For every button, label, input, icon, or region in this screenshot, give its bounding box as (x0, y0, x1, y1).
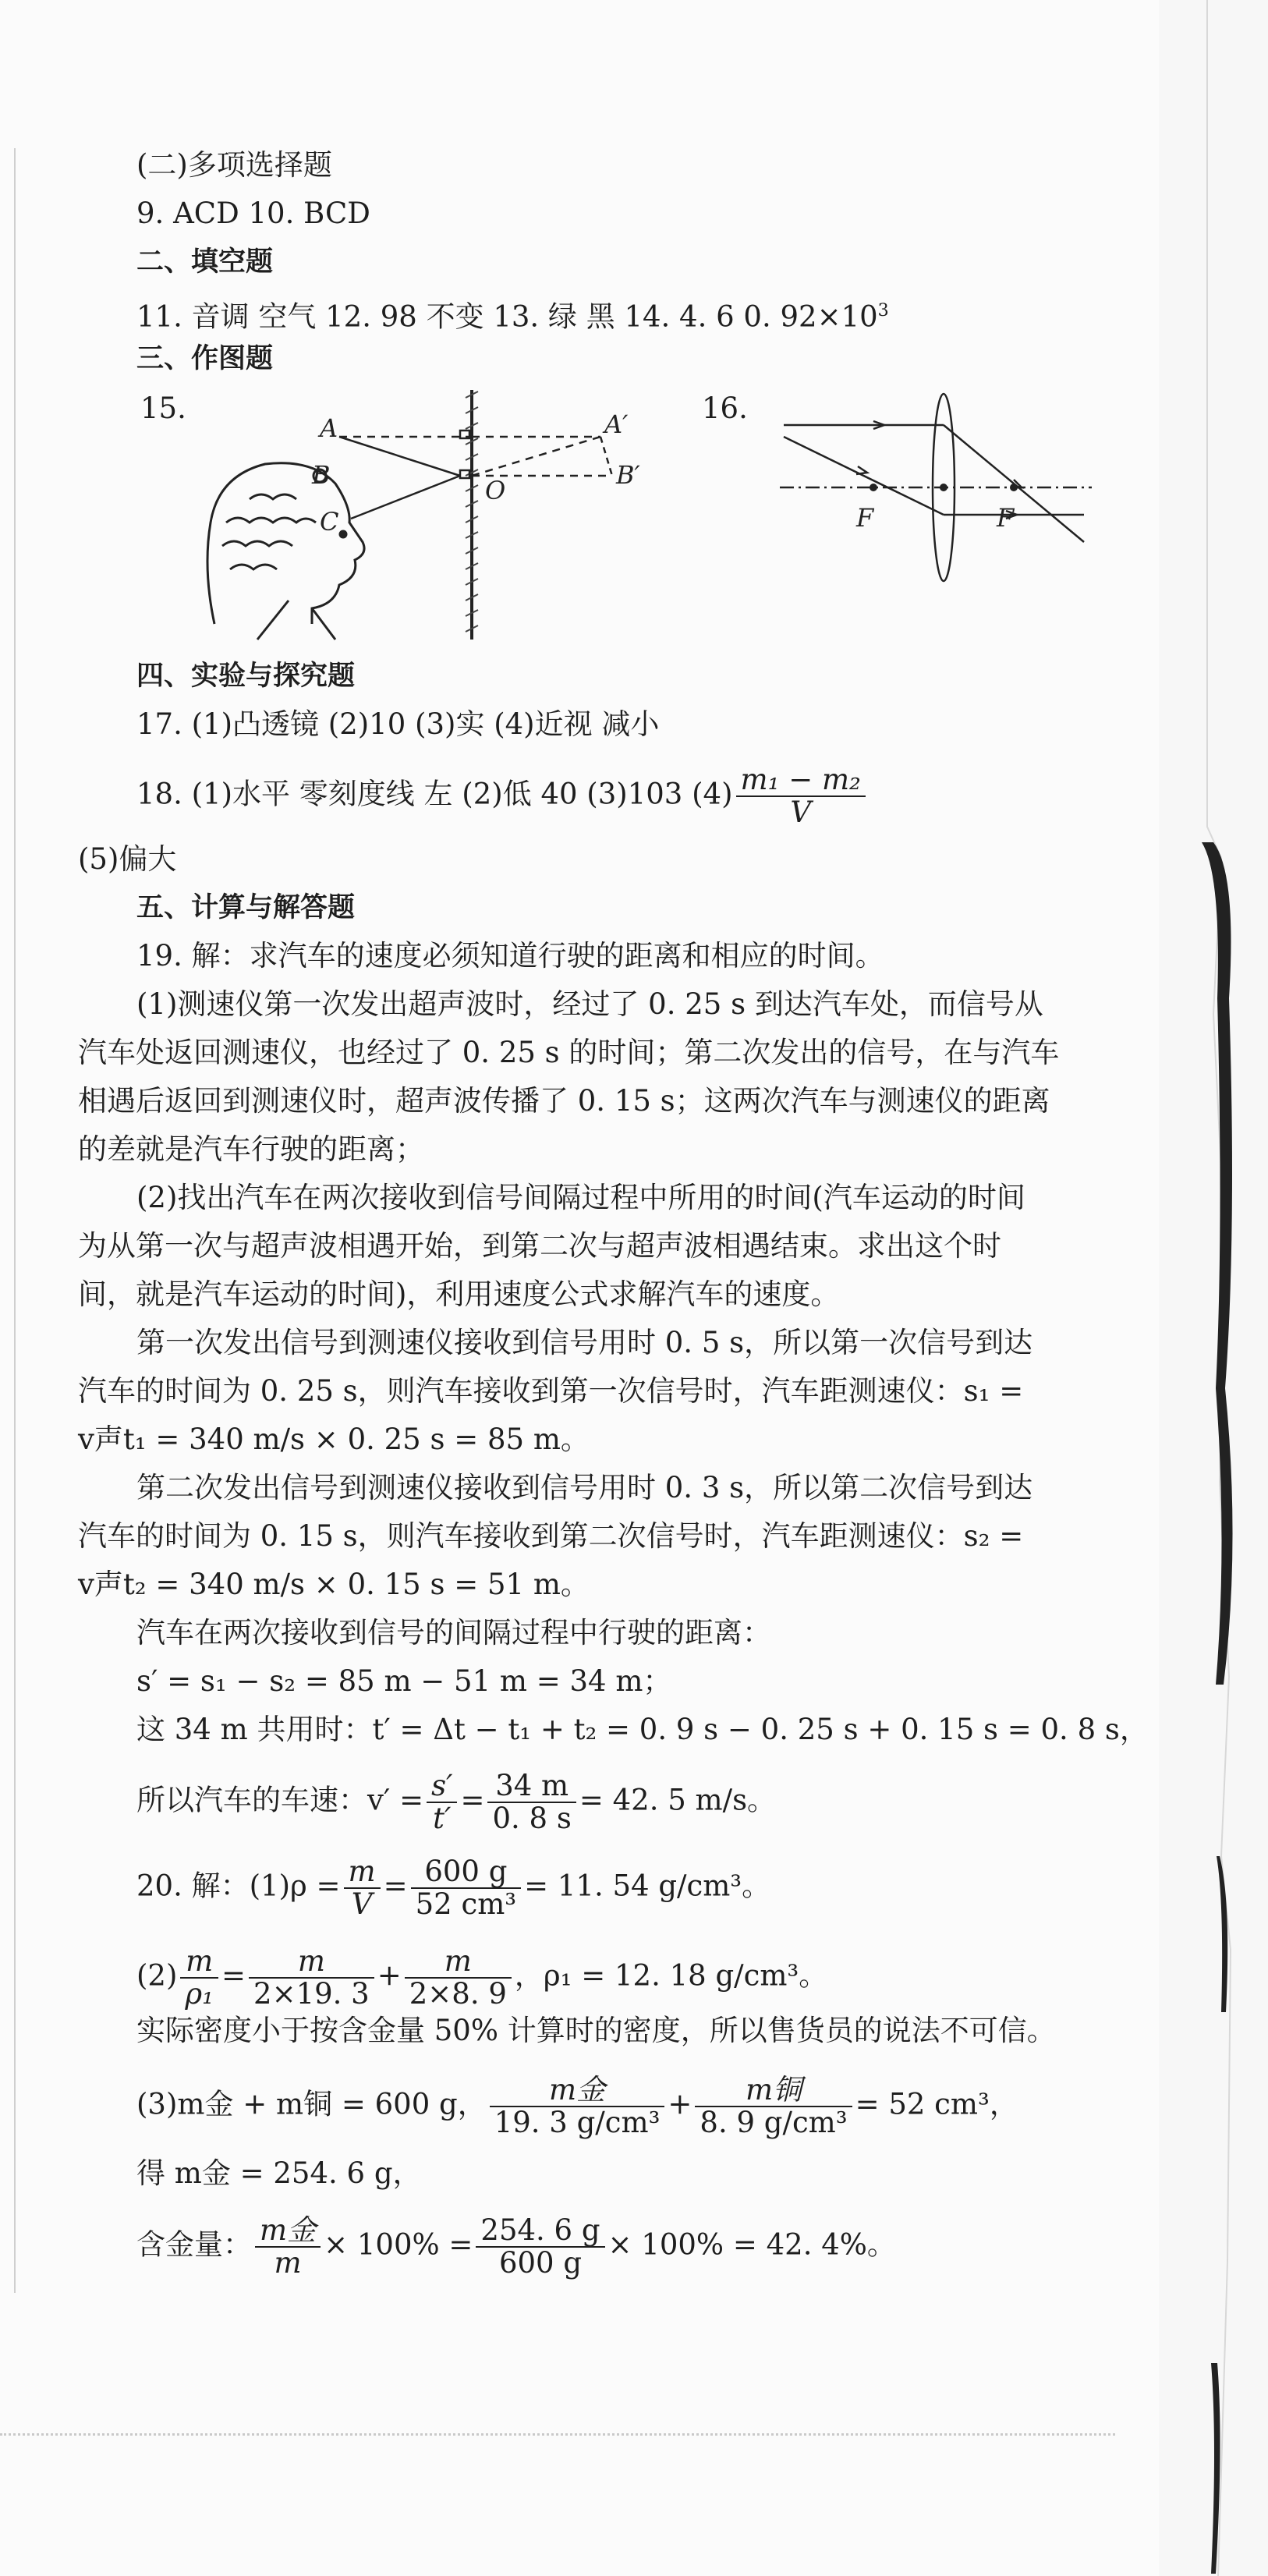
q19-line: 为从第一次与超声波相遇开始，到第二次与超声波相遇结束。求出这个时 (78, 1229, 1001, 1263)
q19-line: 汽车的时间为 0. 15 s，则汽车接收到第二次信号时，汽车距测速仪：s₂ = (78, 1519, 1024, 1553)
multi-choice-answers: 9. ACD 10. BCD (136, 197, 370, 230)
q19-line: 第一次发出信号到测速仪接收到信号用时 0. 5 s，所以第一次信号到达 (136, 1326, 1033, 1359)
torn-page-edge (1159, 0, 1268, 2576)
fill-blank-answers: 11. 音调 空气 12. 98 不变 13. 绿 黑 14. 4. 6 0. $92\times 10^3$ (136, 299, 889, 334)
q19-line: (1)测速仪第一次发出超声波时，经过了 0. 25 s 到达汽车处，而信号从 (136, 987, 1043, 1021)
q18-fraction: $\frac{\text{m₁ − m₂}}{V}$ (736, 764, 866, 828)
q19-line: 汽车在两次接收到信号的间隔过程中行驶的距离： (136, 1616, 771, 1649)
label-focus-right: F (997, 503, 1015, 533)
q19-line: 19. 解：求汽车的速度必须知道行驶的距离和相应的时间。 (136, 939, 884, 973)
label-a-prime: A′ (604, 409, 629, 439)
q20-gold-content: 含金量： $\frac{\text{m金}}{m}$ × 100% = $\frac{254. 6 g}{600 g}$ × 100% = 42. 4%。 (136, 2213, 896, 2280)
label-b: B (312, 460, 331, 490)
label-a: A (320, 413, 338, 443)
bottom-dotted-divider (0, 2433, 1115, 2436)
experiment-title: 四、实验与探究题 (136, 661, 356, 692)
q16-number: 16. (702, 392, 748, 425)
convex-lens-diagram (749, 390, 1107, 593)
q17-answer: 17. (1)凸透镜 (2)10 (3)实 (4)近视 减小 (136, 707, 660, 741)
q19-line: 第二次发出信号到测速仪接收到信号用时 0. 3 s，所以第二次信号到达 (136, 1471, 1033, 1504)
q20-conclusion: 实际密度小于按含金量 50% 计算时的密度，所以售货员的说法不可信。 (136, 2014, 1056, 2047)
fill-blank-title: 二、填空题 (136, 246, 274, 278)
q18-part5: (5)偏大 (78, 842, 177, 876)
calculation-title: 五、计算与解答题 (136, 892, 356, 923)
mirror-reflection-diagram (195, 390, 678, 647)
drawing-title: 三、作图题 (136, 343, 274, 374)
q19-line: v声t₁ = 340 m/s × 0. 25 s = 85 m。 (78, 1423, 590, 1456)
q19-line: 的差就是汽车行驶的距离； (78, 1132, 424, 1166)
q19-line: 相遇后返回到测速仪时，超声波传播了 0. 15 s；这两次汽车与测速仪的距离 (78, 1084, 1050, 1118)
q20-gold-mass: 得 m金 = 254. 6 g， (136, 2156, 422, 2190)
q15-number: 15. (140, 392, 186, 425)
q19-line: (2)找出汽车在两次接收到信号间隔过程中所用的时间(汽车运动的时间 (136, 1181, 1025, 1214)
q19-line: 间，就是汽车运动的时间)，利用速度公式求解汽车的速度。 (78, 1277, 840, 1311)
label-b-prime: B′ (616, 460, 640, 490)
label-focus-left: F (856, 503, 874, 533)
label-c: C (320, 507, 339, 537)
q19-line: 汽车的时间为 0. 25 s，则汽车接收到第一次信号时，汽车距测速仪：s₁ = (78, 1374, 1024, 1408)
binding-margin-line (14, 148, 16, 2293)
q19-line: 这 34 m 共用时：t′ = Δt − t₁ + t₂ = 0. 9 s − 0. 25 s + 0. 15 s = 0. 8 s， (136, 1713, 1149, 1746)
q19-line: 汽车处返回测速仪，也经过了 0. 25 s 的时间；第二次发出的信号，在与汽车 (78, 1036, 1060, 1069)
q18-answer: 18. (1)水平 零刻度线 左 (2)低 40 (3)103 (4) $\frac{\text{m₁ − m₂}}{V}$ (136, 764, 869, 828)
q19-speed-formula: 所以汽车的车速：v′ = $\frac{s'}{t'}$ = $\frac{34 m}{0. 8 s}$ = 42. 5 m/s。 (136, 1769, 777, 1835)
q20-part2: (2) $\frac{m}{\text{ρ₁}}$ = $\frac{m}{2\times 19. 3}$ + $\frac{m}{2\times 8. 9}$ ，ρ₁ = 12. 18 g/cm³。 (136, 1944, 828, 2011)
q20-part1: 20. 解：(1)ρ = $\frac{m}{V}$ = $\frac{600 g}{\text{52 cm³}}$ = 11. 54 g/cm³。 (136, 1855, 771, 1921)
label-o: O (485, 476, 506, 505)
q20-part3: (3)m金 + m铜 = 600 g， $\frac{\text{m金}}{\text{19. 3 g/cm³}}$ + $\frac{\text{m铜}}{\text{8. 9 g/cm³}}$ = 52 cm³， (136, 2073, 1018, 2139)
q19-line: s′ = s₁ − s₂ = 85 m − 51 m = 34 m； (136, 1664, 672, 1698)
multi-choice-title: (二)多项选择题 (136, 148, 332, 182)
q19-line: v声t₂ = 340 m/s × 0. 15 s = 51 m。 (78, 1568, 590, 1601)
